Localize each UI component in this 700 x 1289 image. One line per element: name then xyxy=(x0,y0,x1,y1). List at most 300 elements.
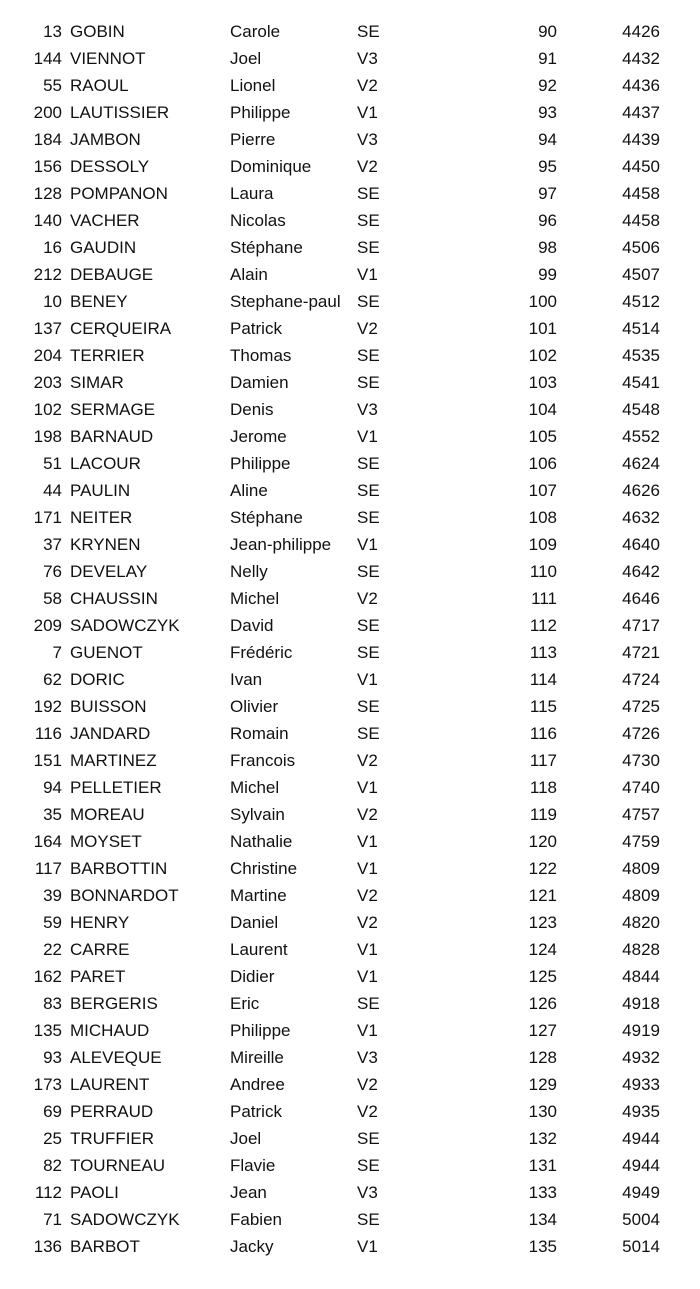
first-name-cell: Stéphane xyxy=(230,508,303,527)
category-cell: V2 xyxy=(357,1102,378,1121)
rank-cell: 114 xyxy=(529,670,557,689)
time-cell: 4820 xyxy=(622,913,660,932)
table-row xyxy=(0,990,700,1017)
rank-cell: 125 xyxy=(528,967,557,986)
bib-number-cell: 200 xyxy=(33,103,62,122)
rank-cell: 121 xyxy=(528,886,557,905)
bib-number-cell: 171 xyxy=(33,508,62,527)
rank-cell: 95 xyxy=(538,157,557,176)
time-cell: 4740 xyxy=(622,778,660,797)
category-cell: V1 xyxy=(357,832,378,851)
last-name-cell: BENEY xyxy=(70,292,128,311)
table-row xyxy=(0,1044,700,1071)
rank-cell: 93 xyxy=(538,103,557,122)
first-name-cell: Christine xyxy=(230,859,298,878)
table-row xyxy=(0,450,700,477)
time-cell: 4844 xyxy=(622,967,660,986)
bib-number-cell: 156 xyxy=(33,157,62,176)
last-name-cell: BERGERIS xyxy=(70,994,158,1013)
table-row xyxy=(0,774,700,801)
time-cell: 4918 xyxy=(622,994,660,1013)
rank-cell: 92 xyxy=(538,76,557,95)
row-spacer xyxy=(660,1071,700,1098)
time-cell: 4944 xyxy=(622,1156,660,1175)
last-name-cell: VIENNOT xyxy=(70,49,146,68)
bib-number-cell: 51 xyxy=(43,454,62,473)
table-row xyxy=(0,153,700,180)
last-name-cell: SERMAGE xyxy=(70,400,156,419)
bib-number-cell: 140 xyxy=(33,211,62,230)
first-name-cell: Dominique xyxy=(230,157,312,176)
time-cell: 4626 xyxy=(622,481,660,500)
first-name-cell: Michel xyxy=(230,778,280,797)
table-row xyxy=(0,936,700,963)
last-name-cell: PAOLI xyxy=(70,1183,119,1202)
category-cell: SE xyxy=(357,616,380,635)
time-cell: 4932 xyxy=(622,1048,660,1067)
category-cell: SE xyxy=(357,643,380,662)
row-spacer xyxy=(660,585,700,612)
rank-cell: 112 xyxy=(529,616,557,635)
rank-cell: 109 xyxy=(528,535,557,554)
row-spacer xyxy=(660,531,700,558)
first-name-cell: Didier xyxy=(230,967,275,986)
last-name-cell: NEITER xyxy=(70,508,133,527)
rank-cell: 127 xyxy=(528,1021,557,1040)
last-name-cell: DEBAUGE xyxy=(70,265,154,284)
last-name-cell: PELLETIER xyxy=(70,778,162,797)
time-cell: 4507 xyxy=(622,265,660,284)
row-spacer xyxy=(660,1233,700,1260)
first-name-cell: Michel xyxy=(230,589,280,608)
table-row xyxy=(0,855,700,882)
time-cell: 4717 xyxy=(622,616,660,635)
table-row xyxy=(0,180,700,207)
bib-number-cell: 204 xyxy=(33,346,62,365)
bib-number-cell: 25 xyxy=(43,1129,62,1148)
last-name-cell: MICHAUD xyxy=(70,1021,150,1040)
time-cell: 4828 xyxy=(622,940,660,959)
row-spacer xyxy=(660,1152,700,1179)
rank-cell: 97 xyxy=(538,184,557,203)
time-cell: 4439 xyxy=(622,130,660,149)
category-cell: SE xyxy=(357,1129,380,1148)
category-cell: V2 xyxy=(357,751,378,770)
row-spacer xyxy=(660,315,700,342)
first-name-cell: Patrick xyxy=(230,319,282,338)
row-spacer xyxy=(660,99,700,126)
first-name-cell: Alain xyxy=(230,265,268,284)
time-cell: 4541 xyxy=(622,373,660,392)
category-cell: SE xyxy=(357,1210,380,1229)
category-cell: V2 xyxy=(357,76,378,95)
rank-cell: 133 xyxy=(528,1183,557,1202)
table-row xyxy=(0,1152,700,1179)
first-name-cell: Philippe xyxy=(230,1021,291,1040)
last-name-cell: CHAUSSIN xyxy=(70,589,158,608)
category-cell: SE xyxy=(357,22,380,41)
last-name-cell: GOBIN xyxy=(70,22,125,41)
time-cell: 4730 xyxy=(622,751,660,770)
bib-number-cell: 22 xyxy=(43,940,62,959)
first-name-cell: Sylvain xyxy=(230,805,285,824)
table-row xyxy=(0,207,700,234)
first-name-cell: Jean-philippe xyxy=(230,535,332,554)
last-name-cell: BONNARDOT xyxy=(70,886,179,905)
rank-cell: 131 xyxy=(528,1156,557,1175)
rank-cell: 91 xyxy=(538,49,557,68)
bib-number-cell: 82 xyxy=(43,1156,62,1175)
table-row xyxy=(0,396,700,423)
time-cell: 4458 xyxy=(622,211,660,230)
first-name-cell: Laura xyxy=(230,184,274,203)
time-cell: 4944 xyxy=(622,1129,660,1148)
first-name-cell: Andree xyxy=(230,1075,285,1094)
row-spacer xyxy=(660,936,700,963)
first-name-cell: Philippe xyxy=(230,454,291,473)
rank-cell: 132 xyxy=(528,1129,557,1148)
last-name-cell: PERRAUD xyxy=(70,1102,154,1121)
bib-number-cell: 10 xyxy=(43,292,62,311)
rank-cell: 96 xyxy=(538,211,557,230)
table-row xyxy=(0,720,700,747)
category-cell: V1 xyxy=(357,1237,378,1256)
row-spacer xyxy=(660,558,700,585)
rank-cell: 111 xyxy=(531,589,557,608)
time-cell: 4949 xyxy=(622,1183,660,1202)
row-spacer xyxy=(660,1044,700,1071)
category-cell: SE xyxy=(357,481,380,500)
first-name-cell: Joel xyxy=(230,1129,262,1148)
table-row xyxy=(0,1125,700,1152)
table-row xyxy=(0,261,700,288)
bib-number-cell: 71 xyxy=(43,1210,62,1229)
category-cell: V2 xyxy=(357,1075,378,1094)
time-cell: 4724 xyxy=(622,670,660,689)
time-cell: 4512 xyxy=(622,292,660,311)
table-row xyxy=(0,639,700,666)
first-name-cell: Stéphane xyxy=(230,238,303,257)
last-name-cell: ALEVEQUE xyxy=(70,1048,162,1067)
bib-number-cell: 209 xyxy=(33,616,62,635)
time-cell: 4935 xyxy=(622,1102,660,1121)
bib-number-cell: 162 xyxy=(33,967,62,986)
bib-number-cell: 69 xyxy=(43,1102,62,1121)
time-cell: 4450 xyxy=(622,157,660,176)
last-name-cell: DESSOLY xyxy=(70,157,150,176)
row-spacer xyxy=(660,855,700,882)
last-name-cell: GUENOT xyxy=(70,643,143,662)
last-name-cell: KRYNEN xyxy=(70,535,141,554)
last-name-cell: BARNAUD xyxy=(70,427,154,446)
row-spacer xyxy=(660,18,700,45)
first-name-cell: Francois xyxy=(230,751,296,770)
rank-cell: 130 xyxy=(528,1102,557,1121)
table-row xyxy=(0,99,700,126)
row-spacer xyxy=(660,342,700,369)
results-body xyxy=(0,18,700,1260)
last-name-cell: BARBOT xyxy=(70,1237,140,1256)
category-cell: V2 xyxy=(357,157,378,176)
time-cell: 5004 xyxy=(622,1210,660,1229)
row-spacer xyxy=(660,1098,700,1125)
table-row xyxy=(0,18,700,45)
time-cell: 4759 xyxy=(622,832,660,851)
row-spacer xyxy=(660,396,700,423)
last-name-cell: GAUDIN xyxy=(70,238,137,257)
first-name-cell: Denis xyxy=(230,400,274,419)
last-name-cell: TOURNEAU xyxy=(70,1156,166,1175)
first-name-cell: Eric xyxy=(230,994,260,1013)
table-row xyxy=(0,342,700,369)
rank-cell: 123 xyxy=(528,913,557,932)
time-cell: 4640 xyxy=(622,535,660,554)
first-name-cell: Nicolas xyxy=(230,211,286,230)
category-cell: SE xyxy=(357,373,380,392)
category-cell: SE xyxy=(357,562,380,581)
time-cell: 4809 xyxy=(622,859,660,878)
row-spacer xyxy=(660,612,700,639)
row-spacer xyxy=(660,1017,700,1044)
row-spacer xyxy=(660,126,700,153)
rank-cell: 122 xyxy=(528,859,557,878)
category-cell: SE xyxy=(357,346,380,365)
category-cell: SE xyxy=(357,697,380,716)
last-name-cell: CERQUEIRA xyxy=(70,319,172,338)
table-row xyxy=(0,45,700,72)
table-row xyxy=(0,72,700,99)
first-name-cell: Fabien xyxy=(230,1210,282,1229)
category-cell: V1 xyxy=(357,1021,378,1040)
rank-cell: 90 xyxy=(538,22,557,41)
category-cell: SE xyxy=(357,724,380,743)
first-name-cell: Aline xyxy=(230,481,268,500)
time-cell: 4506 xyxy=(622,238,660,257)
last-name-cell: LACOUR xyxy=(70,454,141,473)
table-row xyxy=(0,504,700,531)
table-row xyxy=(0,1098,700,1125)
category-cell: V1 xyxy=(357,265,378,284)
table-row xyxy=(0,963,700,990)
bib-number-cell: 184 xyxy=(33,130,62,149)
category-cell: V1 xyxy=(357,103,378,122)
bib-number-cell: 203 xyxy=(33,373,62,392)
category-cell: V1 xyxy=(357,427,378,446)
first-name-cell: Daniel xyxy=(230,913,279,932)
time-cell: 4726 xyxy=(622,724,660,743)
rank-cell: 126 xyxy=(528,994,557,1013)
category-cell: V2 xyxy=(357,805,378,824)
category-cell: V1 xyxy=(357,859,378,878)
first-name-cell: Pierre xyxy=(230,130,276,149)
rank-cell: 94 xyxy=(538,130,557,149)
row-spacer xyxy=(660,504,700,531)
time-cell: 4646 xyxy=(622,589,660,608)
row-spacer xyxy=(660,774,700,801)
rank-cell: 106 xyxy=(528,454,557,473)
bib-number-cell: 102 xyxy=(33,400,62,419)
last-name-cell: MOREAU xyxy=(70,805,145,824)
last-name-cell: CARRE xyxy=(70,940,130,959)
rank-cell: 110 xyxy=(529,562,557,581)
rank-cell: 119 xyxy=(529,805,557,824)
rank-cell: 104 xyxy=(528,400,557,419)
first-name-cell: Thomas xyxy=(230,346,292,365)
table-row xyxy=(0,1206,700,1233)
rank-cell: 117 xyxy=(529,751,557,770)
bib-number-cell: 212 xyxy=(33,265,62,284)
table-row xyxy=(0,747,700,774)
bib-number-cell: 58 xyxy=(43,589,62,608)
table-row xyxy=(0,558,700,585)
results-table xyxy=(0,18,700,1260)
category-cell: V1 xyxy=(357,778,378,797)
table-row xyxy=(0,234,700,261)
table-row xyxy=(0,666,700,693)
table-row xyxy=(0,1071,700,1098)
time-cell: 4624 xyxy=(622,454,660,473)
row-spacer xyxy=(660,45,700,72)
rank-cell: 105 xyxy=(528,427,557,446)
row-spacer xyxy=(660,477,700,504)
rank-cell: 129 xyxy=(528,1075,557,1094)
table-row xyxy=(0,693,700,720)
row-spacer xyxy=(660,882,700,909)
bib-number-cell: 137 xyxy=(33,319,62,338)
time-cell: 4721 xyxy=(622,643,660,662)
row-spacer xyxy=(660,153,700,180)
first-name-cell: Jerome xyxy=(230,427,287,446)
rank-cell: 118 xyxy=(529,778,557,797)
category-cell: V1 xyxy=(357,967,378,986)
bib-number-cell: 94 xyxy=(43,778,62,797)
first-name-cell: Philippe xyxy=(230,103,291,122)
time-cell: 5014 xyxy=(622,1237,660,1256)
first-name-cell: Carole xyxy=(230,22,281,41)
row-spacer xyxy=(660,234,700,261)
rank-cell: 113 xyxy=(529,643,557,662)
category-cell: V2 xyxy=(357,913,378,932)
time-cell: 4725 xyxy=(622,697,660,716)
bib-number-cell: 192 xyxy=(33,697,62,716)
row-spacer xyxy=(660,639,700,666)
category-cell: SE xyxy=(357,211,380,230)
category-cell: V2 xyxy=(357,319,378,338)
last-name-cell: JAMBON xyxy=(70,130,141,149)
rank-cell: 102 xyxy=(528,346,557,365)
bib-number-cell: 76 xyxy=(43,562,62,581)
last-name-cell: BARBOTTIN xyxy=(70,859,168,878)
category-cell: SE xyxy=(357,508,380,527)
rank-cell: 108 xyxy=(528,508,557,527)
rank-cell: 124 xyxy=(528,940,557,959)
rank-cell: 135 xyxy=(528,1237,557,1256)
last-name-cell: SIMAR xyxy=(70,373,124,392)
first-name-cell: Jean xyxy=(230,1183,267,1202)
rank-cell: 100 xyxy=(528,292,557,311)
category-cell: SE xyxy=(357,238,380,257)
bib-number-cell: 173 xyxy=(33,1075,62,1094)
category-cell: V3 xyxy=(357,1183,378,1202)
bib-number-cell: 35 xyxy=(43,805,62,824)
time-cell: 4436 xyxy=(622,76,660,95)
last-name-cell: LAUTISSIER xyxy=(70,103,170,122)
row-spacer xyxy=(660,828,700,855)
bib-number-cell: 37 xyxy=(43,535,62,554)
category-cell: SE xyxy=(357,1156,380,1175)
bib-number-cell: 55 xyxy=(43,76,62,95)
last-name-cell: BUISSON xyxy=(70,697,147,716)
row-spacer xyxy=(660,72,700,99)
table-row xyxy=(0,1233,700,1260)
table-row xyxy=(0,126,700,153)
last-name-cell: RAOUL xyxy=(70,76,129,95)
last-name-cell: DEVELAY xyxy=(70,562,148,581)
time-cell: 4809 xyxy=(622,886,660,905)
row-spacer xyxy=(660,450,700,477)
row-spacer xyxy=(660,207,700,234)
bib-number-cell: 116 xyxy=(34,724,62,743)
rank-cell: 107 xyxy=(528,481,557,500)
bib-number-cell: 164 xyxy=(33,832,62,851)
category-cell: SE xyxy=(357,994,380,1013)
table-row xyxy=(0,1017,700,1044)
rank-cell: 98 xyxy=(538,238,557,257)
table-row xyxy=(0,369,700,396)
row-spacer xyxy=(660,369,700,396)
row-spacer xyxy=(660,963,700,990)
last-name-cell: SADOWCZYK xyxy=(70,616,180,635)
bib-number-cell: 144 xyxy=(33,49,62,68)
table-row xyxy=(0,315,700,342)
bib-number-cell: 117 xyxy=(34,859,62,878)
time-cell: 4458 xyxy=(622,184,660,203)
category-cell: V1 xyxy=(357,940,378,959)
row-spacer xyxy=(660,288,700,315)
first-name-cell: Patrick xyxy=(230,1102,282,1121)
first-name-cell: Jacky xyxy=(230,1237,274,1256)
table-row xyxy=(0,828,700,855)
bib-number-cell: 151 xyxy=(33,751,62,770)
last-name-cell: VACHER xyxy=(70,211,140,230)
first-name-cell: Ivan xyxy=(230,670,263,689)
table-row xyxy=(0,909,700,936)
row-spacer xyxy=(660,180,700,207)
bib-number-cell: 13 xyxy=(43,22,62,41)
time-cell: 4432 xyxy=(622,49,660,68)
bib-number-cell: 39 xyxy=(43,886,62,905)
last-name-cell: TERRIER xyxy=(70,346,145,365)
bib-number-cell: 7 xyxy=(52,643,62,662)
last-name-cell: HENRY xyxy=(70,913,130,932)
rank-cell: 116 xyxy=(529,724,557,743)
row-spacer xyxy=(660,1206,700,1233)
first-name-cell: Flavie xyxy=(230,1156,276,1175)
row-spacer xyxy=(660,1125,700,1152)
first-name-cell: Damien xyxy=(230,373,289,392)
bib-number-cell: 198 xyxy=(33,427,62,446)
category-cell: SE xyxy=(357,292,380,311)
row-spacer xyxy=(660,1179,700,1206)
first-name-cell: Martine xyxy=(230,886,287,905)
category-cell: V3 xyxy=(357,130,378,149)
rank-cell: 120 xyxy=(528,832,557,851)
bib-number-cell: 135 xyxy=(33,1021,62,1040)
time-cell: 4642 xyxy=(622,562,660,581)
time-cell: 4933 xyxy=(622,1075,660,1094)
row-spacer xyxy=(660,720,700,747)
first-name-cell: Nathalie xyxy=(230,832,293,851)
